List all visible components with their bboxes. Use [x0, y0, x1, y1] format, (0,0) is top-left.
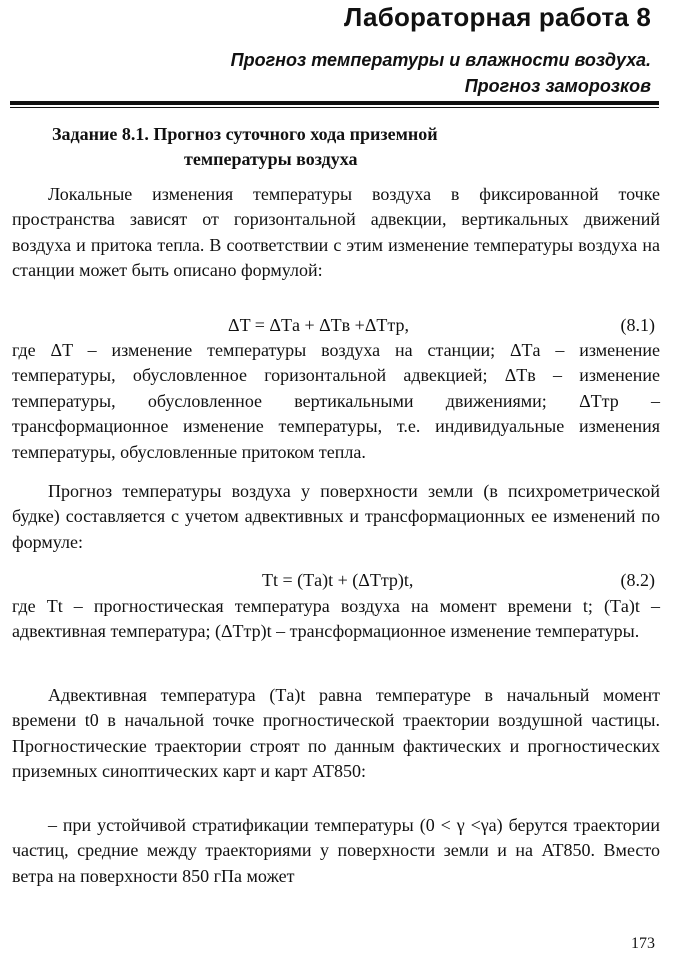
header-rule-thick — [10, 101, 659, 105]
subtitle-line-1: Прогноз температуры и влажности воздуха. — [230, 50, 651, 70]
paragraph-forecast-definitions: где Tt – прогностическая температура воздуха на момент времени t; (Tа)t – адвективная температура; (ΔTтр)t – трансформационное изменение температуры. — [12, 596, 660, 642]
formula-8-2-expression: Tt = (Tа)t + (ΔTтр)t, — [262, 570, 414, 590]
formula-8-1-expression: ΔT = ΔTа + ΔTв +ΔTтр, — [228, 315, 409, 335]
paragraph-definitions: где ΔT – изменение температуры воздуха на станции; ΔTа – изменение температуры, обусловленное горизонтальной адвекцией; ΔTв – изменение температуры, обусловленное вертикальными движениями; ΔTтр – трансформационное изменение температуры, т.е. индивидуальные изменения температуры, обусловленные притоком тепла. — [12, 340, 660, 462]
formula-8-2-number: (8.2) — [620, 570, 655, 590]
formula-8-1-number: (8.1) — [620, 315, 655, 335]
paragraph-stable-stratification: – при устойчивой стратификации температуры (0 < γ <γа) берутся траектории частиц, средние между траекториями у поверхности земли и на AT850. Вместо ветра на поверхности 850 гПа может — [12, 815, 660, 886]
lab-title: Лабораторная работа 8 — [343, 2, 651, 32]
paragraph-intro: Локальные изменения температуры воздуха в фиксированной точке пространства зависят от горизонтальной адвекции, вертикальных движений воздуха и притока тепла. В соответствии с этим изменение температуры воздуха на станции может быть описано формулой: — [12, 184, 660, 281]
page-number: 173 — [631, 935, 655, 952]
paragraph-advective-temperature: Адвективная температура (Tа)t равна температуре в начальный момент времени t0 в начальной точке прогностической траектории воздушной частицы. Прогностические траектории строят по данным фактических и прогностических приземных синоптических карт и карт AT850: — [12, 685, 660, 782]
task-heading-line-1: Задание 8.1. Прогноз суточного хода приземной — [52, 124, 438, 144]
header-rule-thin — [10, 107, 659, 108]
paragraph-forecast: Прогноз температуры воздуха у поверхности земли (в психрометрической будке) составляется с учетом адвективных и трансформационных ее изменений по формуле: — [12, 481, 660, 552]
subtitle-line-2: Прогноз заморозков — [464, 76, 651, 96]
task-heading-line-2: температуры воздуха — [184, 149, 358, 169]
